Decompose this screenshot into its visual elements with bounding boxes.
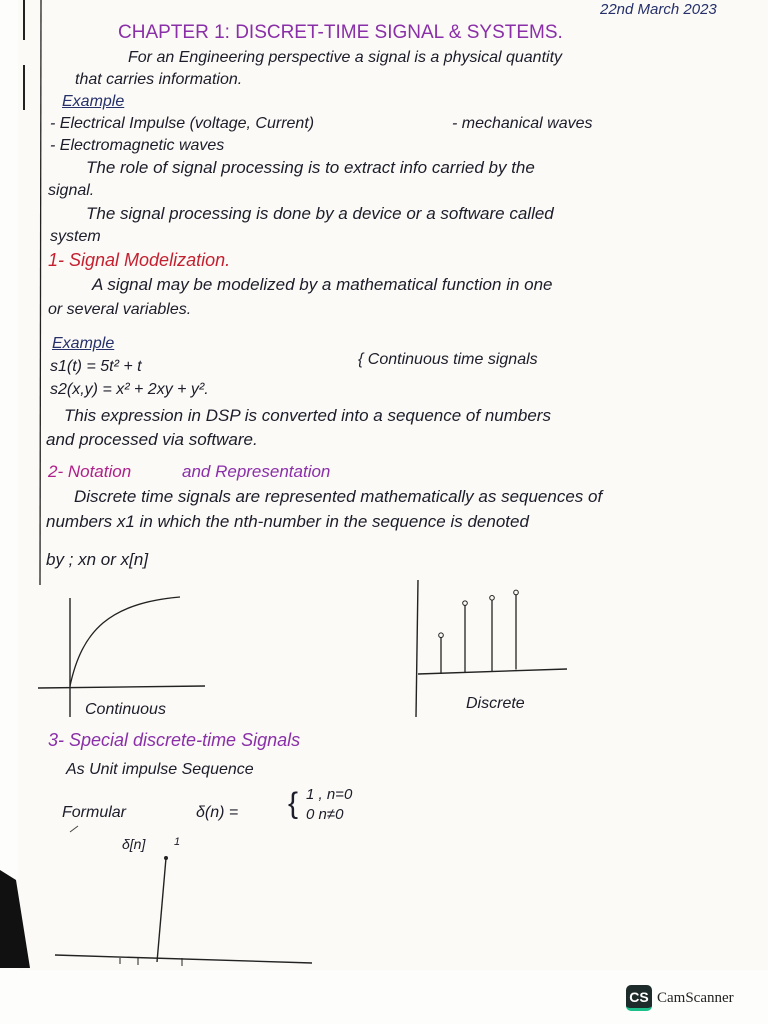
body-line: Discrete time signals are represented mathematically as sequences of xyxy=(74,487,603,506)
discrete-sample-point xyxy=(514,590,519,595)
intro-line: For an Engineering perspective a signal is a physical quantity xyxy=(128,49,563,66)
discrete-sample-point xyxy=(463,601,468,606)
body-line: signal. xyxy=(48,182,95,199)
annotation: { Continuous time signals xyxy=(358,351,538,368)
body-line: system xyxy=(50,228,101,245)
body-line: This expression in DSP is converted into a sequence of numbers xyxy=(64,406,551,425)
margin-line xyxy=(40,0,41,585)
body-line: by ; xn or x[n] xyxy=(46,550,149,569)
graph-label-discrete: Discrete xyxy=(466,695,525,712)
section-heading: 2- Notation xyxy=(48,462,132,481)
body-line: and processed via software. xyxy=(46,430,258,449)
formula-case: 0 n≠0 xyxy=(306,806,344,823)
graph-label-continuous: Continuous xyxy=(85,701,166,718)
example-heading: Example xyxy=(52,335,115,352)
discrete-sample-point xyxy=(439,633,444,638)
check-mark xyxy=(70,826,78,832)
formula-lhs: δ(n) = xyxy=(196,804,239,821)
example-heading: Example xyxy=(62,93,125,110)
example-item: - Electromagnetic waves xyxy=(50,137,225,154)
brace: { xyxy=(288,787,299,820)
equation: s2(x,y) = x² + 2xy + y². xyxy=(50,381,209,398)
body-line: or several variables. xyxy=(48,301,192,318)
unit-impulse-graph xyxy=(55,856,312,966)
body-line: A signal may be modelized by a mathematical function in one xyxy=(92,275,553,294)
body-line: The signal processing is done by a device or a software called xyxy=(86,204,554,223)
page-title: CHAPTER 1: DISCRET-TIME SIGNAL & SYSTEMS. xyxy=(118,22,563,43)
body-line: numbers x1 in which the nth-number in the sequence is denoted xyxy=(46,512,529,531)
date: 22nd March 2023 xyxy=(600,1,717,18)
formula-case: 1 , n=0 xyxy=(306,786,353,803)
example-item: - mechanical waves xyxy=(452,115,593,132)
scan-shadow xyxy=(0,870,30,968)
camscanner-logo-icon: CS xyxy=(626,985,652,1011)
section-heading: 1- Signal Modelization. xyxy=(48,250,231,270)
continuous-curve xyxy=(70,597,180,686)
example-item: - Electrical Impulse (voltage, Current) xyxy=(50,115,315,132)
intro-line: that carries information. xyxy=(75,71,243,88)
body-line: The role of signal processing is to extract info carried by the xyxy=(86,158,535,177)
impulse-stem xyxy=(157,858,166,962)
section-heading: and Representation xyxy=(182,462,331,481)
equation: s1(t) = 5t² + t xyxy=(50,358,142,375)
impulse-plot-label: δ[n] xyxy=(122,836,146,852)
camscanner-text: CamScanner xyxy=(657,989,734,1006)
discrete-sample-point xyxy=(490,596,495,601)
continuous-signal-graph xyxy=(38,597,205,717)
subheading: As Unit impulse Sequence xyxy=(66,761,254,778)
impulse-plot-value: 1 xyxy=(174,836,181,848)
section-heading: 3- Special discrete-time Signals xyxy=(48,730,301,750)
camscanner-watermark xyxy=(626,985,734,1011)
formula-label: Formular xyxy=(62,804,127,821)
